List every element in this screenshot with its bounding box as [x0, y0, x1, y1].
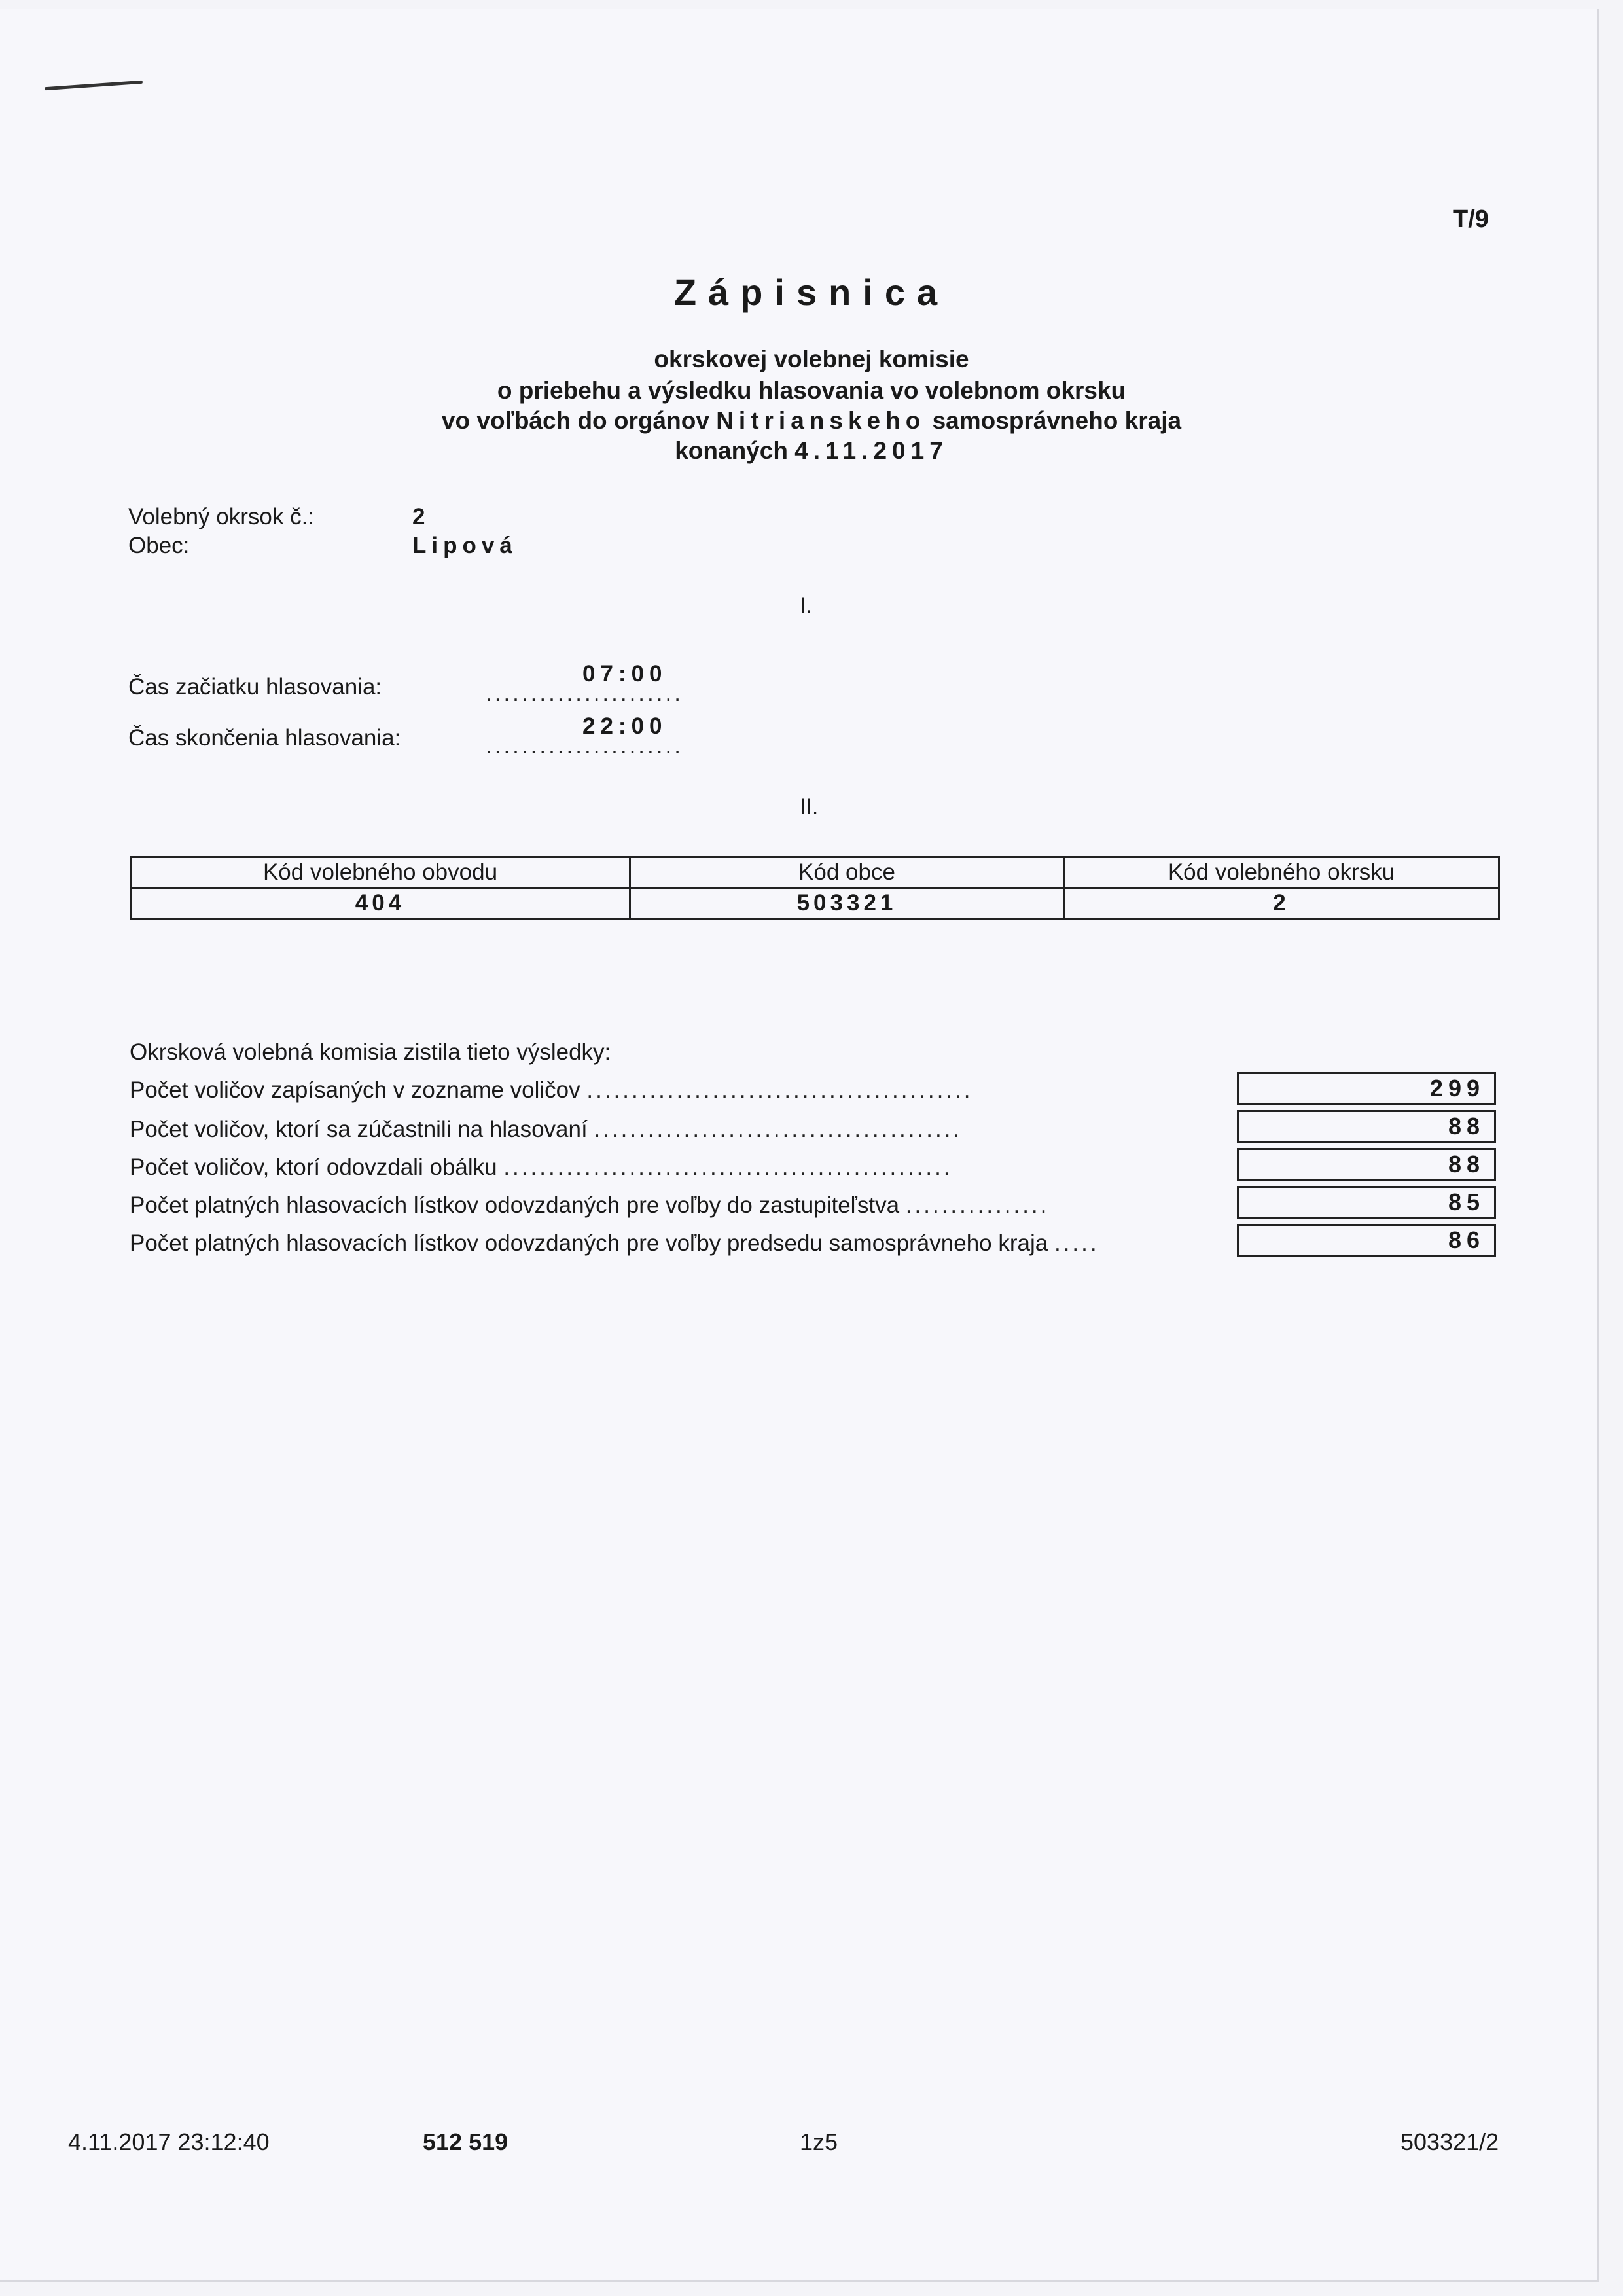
- subtitle-line-3-suffix: samosprávneho kraja: [932, 407, 1182, 434]
- result-leader: ..................................................: [503, 1155, 953, 1180]
- subtitle-line-2: o priebehu a výsledku hlasovania vo volebnom okrsku: [497, 377, 1126, 404]
- result-label: Počet platných hlasovacích lístkov odovzdaných pre voľby predsedu samosprávneho kraja: [130, 1230, 1048, 1256]
- results-intro: Okrsková volebná komisia zistila tieto výsledky:: [130, 1039, 611, 1065]
- header-electoral-area-code: Kód volebného obvodu: [131, 857, 630, 888]
- result-leader: .....: [1054, 1230, 1099, 1256]
- subtitle-line-3-prefix: vo voľbách do orgánov: [441, 407, 709, 434]
- header-district-code: Kód volebného okrsku: [1064, 857, 1499, 888]
- result-label: Počet voličov, ktorí odovzdali obálku: [130, 1155, 497, 1180]
- subtitle-line-4-prefix: konaných: [675, 437, 788, 464]
- region-name: Nitrianskeho: [716, 407, 926, 434]
- voting-start-leader: ......................: [486, 681, 683, 706]
- subtitle-line-4: [0, 437, 1623, 465]
- result-value-participating-voters: 88: [1237, 1110, 1496, 1143]
- voting-end-label: Čas skončenia hlasovania:: [128, 725, 401, 751]
- result-leader: ...........................................: [586, 1077, 973, 1103]
- footer-timestamp: 4.11.2017 23:12:40: [68, 2128, 270, 2155]
- result-row-valid-ballots-chairman: [130, 1230, 1236, 1257]
- district-label: Volebný okrsok č.:: [128, 504, 315, 529]
- result-value-valid-ballots-chairman: 86: [1237, 1224, 1496, 1257]
- result-value-registered-voters: 299: [1237, 1072, 1496, 1105]
- result-row-participating-voters: [130, 1117, 1236, 1143]
- voting-end-value: 22:00: [582, 713, 668, 739]
- result-leader: .........................................: [594, 1117, 963, 1142]
- codes-table: [130, 856, 1500, 920]
- header-municipality-code: Kód obce: [630, 857, 1064, 888]
- result-label: Počet voličov zapísaných v zozname voličov: [130, 1077, 580, 1103]
- result-row-valid-ballots-council: [130, 1193, 1236, 1219]
- section-2-heading: II.: [800, 795, 819, 819]
- voting-start-label: Čas začiatku hlasovania:: [128, 674, 382, 700]
- footer-id: 512 519: [423, 2128, 508, 2155]
- result-label: Počet platných hlasovacích lístkov odovzdaných pre voľby do zastupiteľstva: [130, 1193, 900, 1218]
- subtitle-line-3: [0, 407, 1623, 435]
- result-leader: ................: [905, 1193, 1050, 1218]
- district-value: 2: [412, 504, 425, 529]
- voting-end-leader: ......................: [486, 733, 683, 759]
- electoral-area-code: 404: [131, 888, 630, 919]
- district-code: 2: [1064, 888, 1499, 919]
- municipality-value: Lipová: [412, 533, 518, 558]
- footer-code: 503321/2: [1400, 2128, 1499, 2155]
- codes-value-row: [131, 888, 1499, 919]
- footer-page-number: 1z5: [800, 2128, 838, 2155]
- result-value-valid-ballots-council: 85: [1237, 1186, 1496, 1219]
- document-title: Zápisnica: [673, 272, 950, 313]
- codes-header-row: [131, 857, 1499, 888]
- election-date: 4.11.2017: [794, 437, 948, 464]
- result-row-envelopes: [130, 1155, 1236, 1181]
- result-label: Počet voličov, ktorí sa zúčastnili na hlasovaní: [130, 1117, 588, 1142]
- section-1-heading: I.: [800, 593, 812, 618]
- result-value-envelopes: 88: [1237, 1148, 1496, 1181]
- subtitle-line-1: okrskovej volebnej komisie: [654, 346, 969, 372]
- result-row-registered-voters: [130, 1077, 1236, 1103]
- municipality-code: 503321: [630, 888, 1064, 919]
- page-tag: T/9: [1453, 206, 1489, 233]
- municipality-label: Obec:: [128, 533, 190, 558]
- voting-start-value: 07:00: [582, 661, 668, 687]
